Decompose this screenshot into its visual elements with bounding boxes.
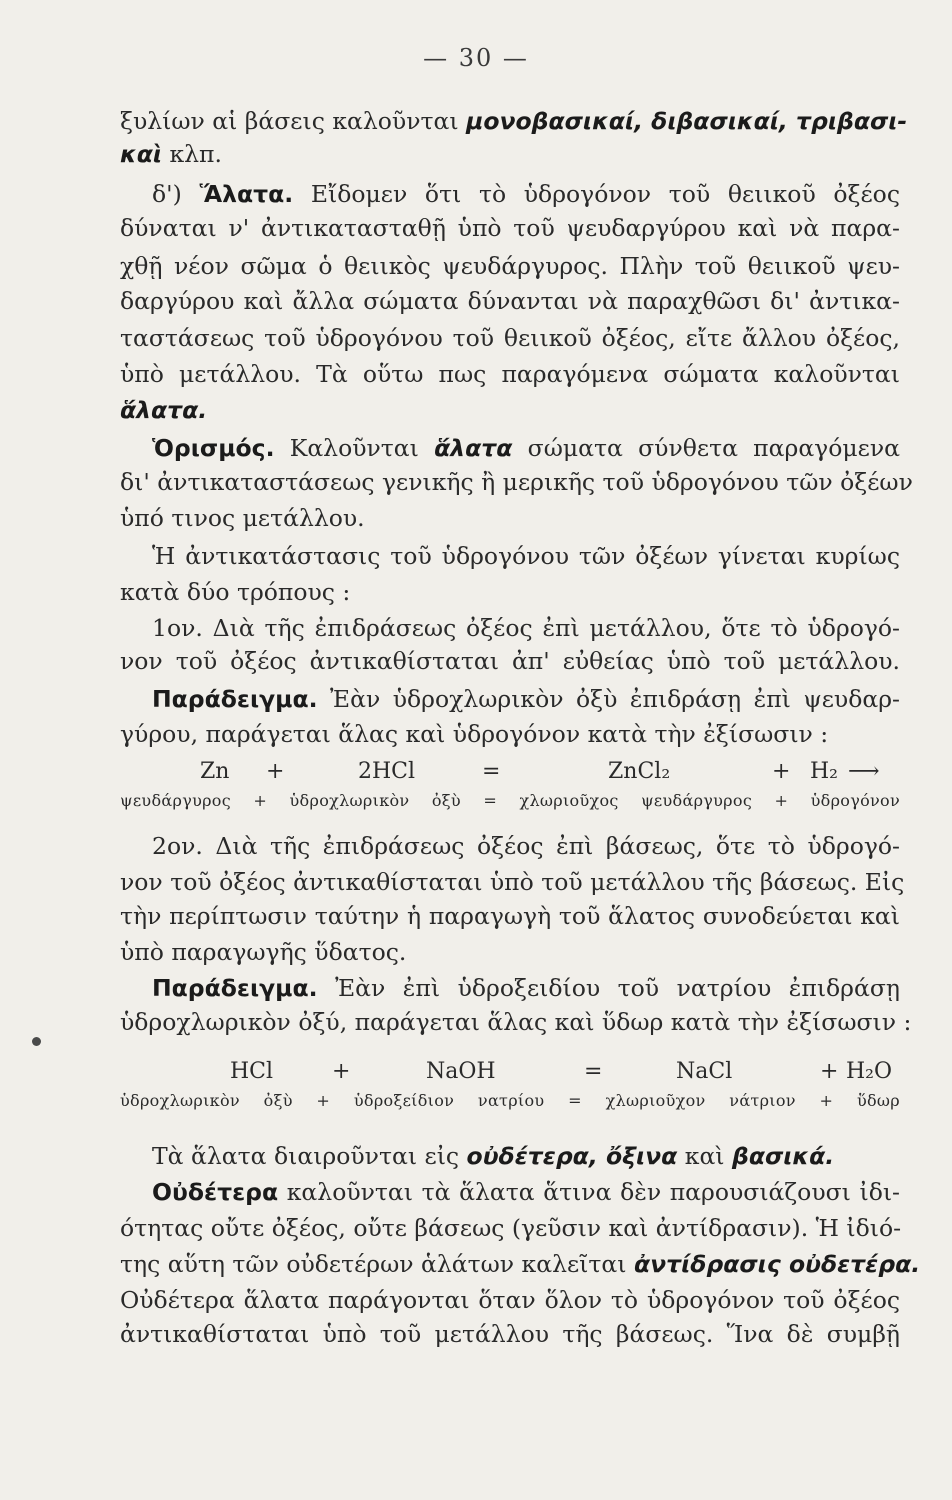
text-line: γύρου, παράγεται ἅλας καὶ ὑδρογόνον κατὰ τὴν ἐξίσωσιν : <box>120 720 829 748</box>
text-line: δαργύρου καὶ ἄλλα σώματα δύνανται νὰ παραχθῶσι δι' ἀντικα- <box>120 287 900 315</box>
eq-term: H₂ <box>810 759 839 784</box>
eq-term: NaCl <box>676 1059 733 1084</box>
text-line: ότητας οὔτε ὀξέος, οὔτε βάσεως (γεῦσιν καὶ ἀντίδρασιν). Ἡ ἰδιό- <box>120 1214 902 1242</box>
text-line <box>120 394 900 426</box>
chemical-equation-2 <box>120 1058 900 1086</box>
definition-line: Ὁρισμός. Καλοῦνται ἅλατα σώματα σύνθετα παραγόμενα <box>152 434 900 462</box>
subsection-title-neutral: Οὐδέτερα <box>152 1178 279 1206</box>
section-heading-line: δ') Ἅλατα. Εἴδομεν ὅτι τὸ ὑδρογόνον τοῦ θειικοῦ ὀξέος <box>152 180 900 208</box>
text-line: Οὐδέτερα ἅλατα παράγονται ὅταν ὅλον τὸ ὑδρογόνον τοῦ ὀξέος <box>120 1286 900 1314</box>
definition-title: Ὁρισμός. <box>152 434 275 462</box>
text-line: ξυλίων αἱ βάσεις καλοῦνται μονοβασικαί, διβασικαί, τριβασι- <box>120 107 908 135</box>
eq-term: ZnCl₂ <box>608 759 671 784</box>
section-title-salts: Ἅλατα. <box>199 180 294 208</box>
emphasis-term: μονοβασικαί, διβασικαί, τριβασι- <box>466 107 908 135</box>
text-line: 1ον. Διὰ τῆς ἐπιδράσεως ὀξέος ἐπὶ μετάλλου, ὅτε τὸ ὑδρογό- <box>152 614 900 642</box>
text-line: ὑδροχλωρικὸν ὀξύ, παράγεται ἅλας καὶ ὕδωρ κατὰ τὴν ἐξίσωσιν : <box>120 1008 912 1036</box>
eq-term: NaOH <box>426 1059 496 1084</box>
text-line: της αὕτη τῶν οὐδετέρων ἁλάτων καλεῖται ἀντίδρασις οὐδετέρα. <box>120 1250 921 1278</box>
text-line: νον τοῦ ὀξέος ἀντικαθίσταται ἀπ' εὐθείας ὑπὸ τοῦ μετάλλου. <box>120 647 900 675</box>
emphasis-term: ἅλατα <box>434 434 513 462</box>
emphasis-term: οὐδέτερα, ὄξινα <box>466 1142 678 1170</box>
chemical-equation-1 <box>120 758 900 786</box>
text-line: ἀντικαθίσταται ὑπὸ τοῦ μετάλλου τῆς βάσεως. Ἵνα δὲ συμβῇ <box>120 1320 900 1348</box>
equation-2-labels: ὑδροχλωρικὸν ὀξὺ + ὑδροξείδιον νατρίου = χλωριοῦχον νάτριον + ὕδωρ <box>120 1091 900 1110</box>
equation-1-labels: ψευδάργυρος + ὑδροχλωρικὸν ὀξὺ = χλωριοῦχος ψευδάργυρος + ὑδρογόνον <box>120 791 900 810</box>
text-line: καὶ κλπ. <box>120 140 222 168</box>
emphasis-term: καὶ <box>120 140 162 168</box>
text-line: δι' ἀντικαταστάσεως γενικῆς ἢ μερικῆς τοῦ ὑδρογόνου τῶν ὀξέων <box>120 468 913 496</box>
page-number: — 30 — <box>423 44 529 72</box>
eq-term: H₂O <box>846 1059 893 1084</box>
eq-equals: = <box>584 1059 603 1084</box>
eq-term: HCl <box>230 1059 274 1084</box>
text-line: τὴν περίπτωσιν ταύτην ἡ παραγωγὴ τοῦ ἅλατος συνοδεύεται καὶ <box>120 902 900 930</box>
text-line: χθῇ νέον σῶμα ὁ θειικὸς ψευδάργυρος. Πλὴν τοῦ θειικοῦ ψευ- <box>120 252 900 280</box>
emphasis-term: ἀντίδρασις οὐδετέρα. <box>633 1250 921 1278</box>
arrow-icon: ⟶ <box>848 759 880 784</box>
subsection-line: Οὐδέτερα καλοῦνται τὰ ἅλατα ἅτινα δὲν παρουσιάζουσι ἰδι- <box>152 1178 900 1206</box>
example-title: Παράδειγμα. <box>152 974 318 1002</box>
eq-plus: + <box>772 759 791 784</box>
eq-term: Zn <box>200 759 230 784</box>
eq-equals: = <box>482 759 501 784</box>
example-title: Παράδειγμα. <box>152 685 318 713</box>
classification-line: Τὰ ἅλατα διαιροῦνται εἰς οὐδέτερα, ὄξινα καὶ βασικά. <box>152 1142 835 1170</box>
text-line: δύναται ν' ἀντικατασταθῇ ὑπὸ τοῦ ψευδαργύρου καὶ νὰ παρα- <box>120 214 900 242</box>
text-line: νον τοῦ ὀξέος ἀντικαθίσταται ὑπὸ τοῦ μετάλλου τῆς βάσεως. Εἰς <box>120 868 905 896</box>
emphasis-term: ἅλατα. <box>120 396 208 424</box>
eq-term: 2HCl <box>358 759 416 784</box>
text-line: ὑπὸ παραγωγῆς ὕδατος. <box>120 938 407 966</box>
eq-plus: + <box>332 1059 351 1084</box>
ink-spot <box>32 1037 41 1046</box>
text-line: ταστάσεως τοῦ ὑδρογόνου τοῦ θειικοῦ ὀξέος, εἴτε ἄλλου ὀξέος, <box>120 324 900 352</box>
example-line: Παράδειγμα. Ἐὰν ἐπὶ ὑδροξειδίου τοῦ νατρίου ἐπιδράσῃ <box>152 974 900 1002</box>
text-line: ὑπὸ μετάλλου. Τὰ οὕτω πως παραγόμενα σώματα καλοῦνται <box>120 360 900 388</box>
example-line: Παράδειγμα. Ἐὰν ὑδροχλωρικὸν ὀξὺ ἐπιδράσῃ ἐπὶ ψευδαρ- <box>152 685 900 713</box>
emphasis-term: βασικά. <box>732 1142 835 1170</box>
eq-plus: + <box>820 1059 839 1084</box>
text-line: Ἡ ἀντικατάστασις τοῦ ὑδρογόνου τῶν ὀξέων γίνεται κυρίως <box>152 542 900 570</box>
text-line: 2ον. Διὰ τῆς ἐπιδράσεως ὀξέος ἐπὶ βάσεως, ὅτε τὸ ὑδρογό- <box>152 832 900 860</box>
text-line: κατὰ δύο τρόπους : <box>120 578 351 606</box>
eq-plus: + <box>266 759 285 784</box>
text-line: ὑπό τινος μετάλλου. <box>120 504 365 532</box>
